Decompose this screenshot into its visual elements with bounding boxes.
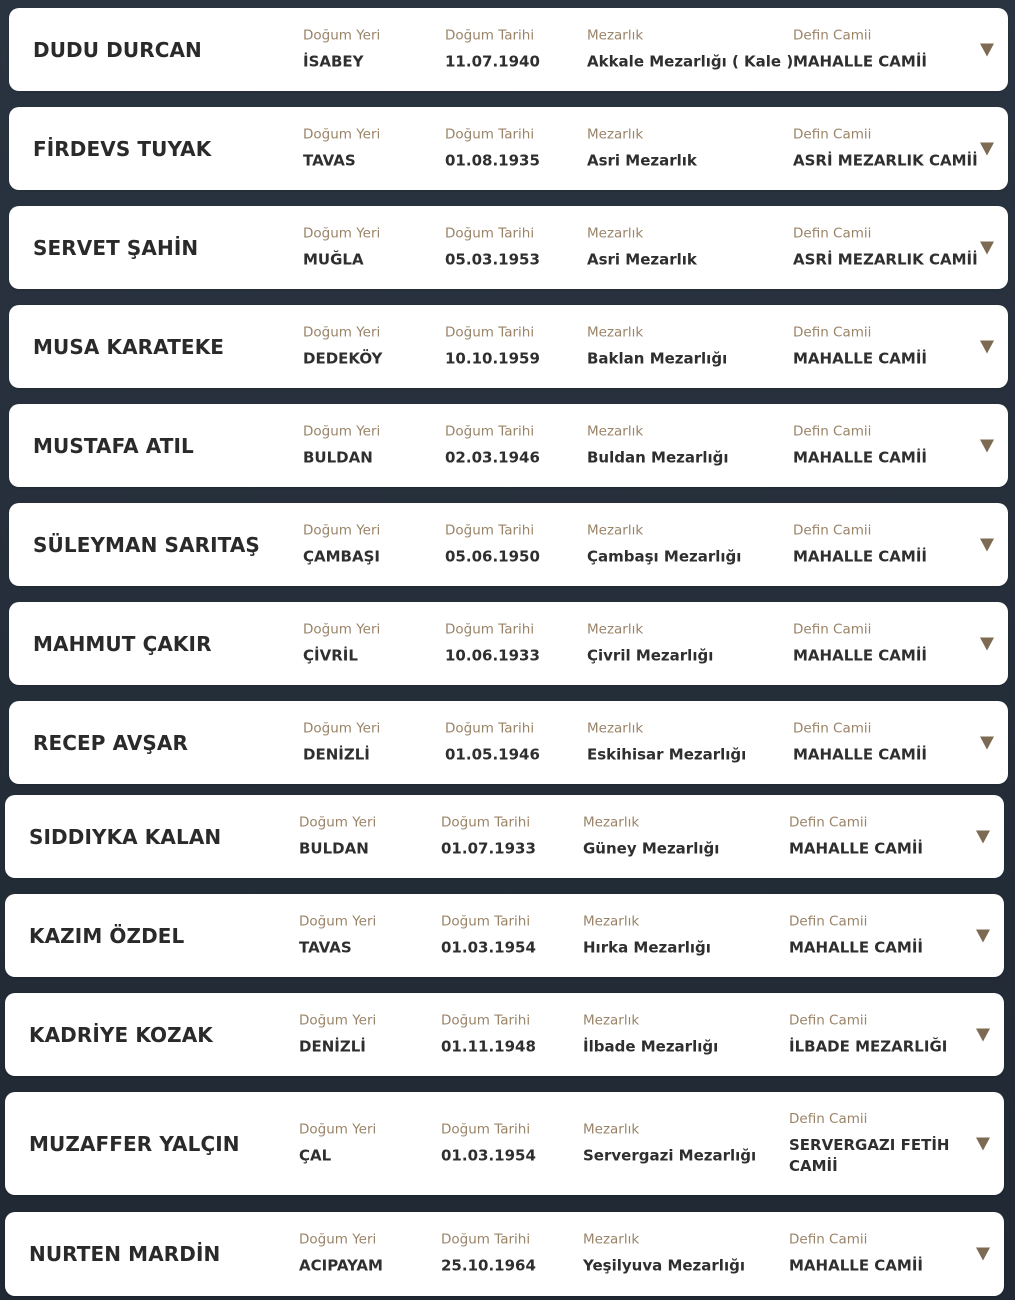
cemetery-field <box>583 814 719 859</box>
mosque-field <box>793 621 978 666</box>
birthdate-label: Doğum Tarihi <box>441 1121 531 1137</box>
expand-caret-icon[interactable] <box>976 1137 990 1150</box>
birthplace-value: TAVAS <box>303 151 356 169</box>
birthplace-value: İSABEY <box>303 52 364 70</box>
birthplace-field <box>303 225 380 270</box>
record-name: MUZAFFER YALÇIN <box>29 1131 240 1156</box>
birthdate-value: 01.03.1954 <box>441 938 536 956</box>
mosque-field <box>793 225 978 270</box>
birthdate-value: 01.07.1933 <box>441 839 536 857</box>
record-name: MUSA KARATEKE <box>33 334 225 359</box>
cemetery-label: Mezarlık <box>583 1012 640 1028</box>
mosque-field <box>793 522 978 567</box>
expand-caret-icon[interactable] <box>980 736 994 749</box>
cemetery-label: Mezarlık <box>583 913 640 929</box>
record-name: SÜLEYMAN SARITAŞ <box>33 532 260 557</box>
mosque-field <box>793 27 978 72</box>
mosque-value: MAHALLE CAMİİ <box>793 745 927 763</box>
mosque-label: Defin Camii <box>789 1110 868 1127</box>
record-name: FİRDEVS TUYAK <box>33 136 212 161</box>
birthdate-field <box>441 1121 536 1166</box>
birthplace-field <box>299 814 376 859</box>
mosque-field <box>789 1111 974 1177</box>
birthdate-label: Doğum Tarihi <box>445 621 535 637</box>
cemetery-value: Hırka Mezarlığı <box>583 938 711 956</box>
birthdate-value: 01.08.1935 <box>445 151 540 169</box>
mosque-label: Defin Camii <box>793 522 872 538</box>
birthplace-label: Doğum Yeri <box>303 126 381 142</box>
cemetery-field <box>587 324 727 369</box>
cemetery-field <box>587 126 697 171</box>
expand-caret-icon[interactable] <box>976 1248 990 1261</box>
birthplace-label: Doğum Yeri <box>303 522 381 538</box>
birthplace-label: Doğum Yeri <box>299 1012 377 1028</box>
cemetery-value: Akkale Mezarlığı ( Kale ) <box>587 52 794 70</box>
mosque-value: MAHALLE CAMİİ <box>793 349 927 367</box>
birthplace-field <box>303 522 380 567</box>
record-card[interactable] <box>9 404 1008 487</box>
mosque-value: MAHALLE CAMİİ <box>789 1256 923 1275</box>
birthdate-value: 25.10.1964 <box>441 1256 536 1275</box>
cemetery-value: Buldan Mezarlığı <box>587 448 729 466</box>
birthplace-value: ÇAMBAŞI <box>303 547 380 565</box>
mosque-label: Defin Camii <box>789 1012 868 1028</box>
birthplace-value: BULDAN <box>299 839 369 857</box>
birthplace-field <box>299 1232 383 1277</box>
birthplace-field <box>303 621 380 666</box>
expand-caret-icon[interactable] <box>976 1028 990 1041</box>
mosque-field <box>793 423 978 468</box>
birthplace-field <box>299 1121 376 1166</box>
birthdate-label: Doğum Tarihi <box>445 522 535 538</box>
cemetery-field <box>583 1232 745 1277</box>
birthplace-field <box>303 324 382 369</box>
birthplace-label: Doğum Yeri <box>303 225 381 241</box>
expand-caret-icon[interactable] <box>976 929 990 942</box>
birthplace-value: MUĞLA <box>303 250 364 268</box>
cemetery-label: Mezarlık <box>587 522 644 538</box>
birthdate-value: 05.03.1953 <box>445 250 540 268</box>
record-card[interactable] <box>5 795 1004 878</box>
birthdate-field <box>445 423 540 468</box>
cemetery-field <box>583 1121 756 1166</box>
birthplace-label: Doğum Yeri <box>299 1121 377 1137</box>
birthplace-value: BULDAN <box>303 448 373 466</box>
cemetery-field <box>583 1012 718 1057</box>
birthplace-value: DENİZLİ <box>303 745 370 763</box>
mosque-field <box>789 913 974 958</box>
birthplace-value: DEDEKÖY <box>303 349 383 367</box>
record-name: KAZIM ÖZDEL <box>29 923 185 948</box>
mosque-label: Defin Camii <box>793 621 872 637</box>
mosque-field <box>793 720 978 765</box>
mosque-label: Defin Camii <box>789 913 868 929</box>
birthplace-label: Doğum Yeri <box>299 1231 377 1248</box>
cemetery-field <box>587 522 741 567</box>
birthdate-label: Doğum Tarihi <box>445 225 535 241</box>
birthdate-value: 01.11.1948 <box>441 1037 536 1055</box>
mosque-field <box>793 126 978 171</box>
cemetery-value: Asri Mezarlık <box>587 151 697 169</box>
birthdate-field <box>445 27 540 72</box>
cemetery-label: Mezarlık <box>587 27 644 43</box>
cemetery-value: Servergazi Mezarlığı <box>583 1146 757 1164</box>
mosque-value: SERVERGAZI FETİH CAMİİ <box>789 1135 950 1175</box>
cemetery-label: Mezarlık <box>583 1231 640 1248</box>
cemetery-field <box>587 720 746 765</box>
mosque-label: Defin Camii <box>793 27 872 43</box>
birthdate-field <box>441 814 536 859</box>
mosque-value: MAHALLE CAMİİ <box>789 839 923 857</box>
record-card[interactable] <box>9 8 1008 91</box>
birthplace-label: Doğum Yeri <box>303 27 381 43</box>
birthplace-value: DENİZLİ <box>299 1037 366 1055</box>
record-name: RECEP AVŞAR <box>33 730 189 755</box>
birthplace-label: Doğum Yeri <box>303 423 381 439</box>
expand-caret-icon[interactable] <box>980 439 994 452</box>
mosque-label: Defin Camii <box>793 720 872 736</box>
mosque-field <box>789 1232 974 1277</box>
cemetery-field <box>587 423 729 468</box>
mosque-field <box>793 324 978 369</box>
cemetery-label: Mezarlık <box>587 423 644 439</box>
cemetery-value: Çivril Mezarlığı <box>587 646 714 664</box>
birthdate-field <box>441 913 536 958</box>
cemetery-label: Mezarlık <box>583 814 640 830</box>
birthdate-label: Doğum Tarihi <box>441 913 531 929</box>
mosque-label: Defin Camii <box>789 1231 868 1248</box>
birthdate-field <box>441 1232 536 1277</box>
mosque-value: MAHALLE CAMİİ <box>793 448 927 466</box>
birthplace-field <box>303 423 380 468</box>
expand-caret-icon[interactable] <box>980 241 994 254</box>
birthplace-label: Doğum Yeri <box>303 720 381 736</box>
cemetery-value: Yeşilyuva Mezarlığı <box>583 1256 745 1275</box>
record-name: NURTEN MARDİN <box>29 1242 221 1266</box>
birthdate-field <box>445 621 540 666</box>
birthdate-label: Doğum Tarihi <box>441 1012 531 1028</box>
cemetery-value: Güney Mezarlığı <box>583 839 720 857</box>
birthplace-field <box>303 126 380 171</box>
birthplace-label: Doğum Yeri <box>303 621 381 637</box>
birthdate-label: Doğum Tarihi <box>445 27 535 43</box>
cemetery-label: Mezarlık <box>587 225 644 241</box>
mosque-label: Defin Camii <box>793 324 872 340</box>
cemetery-label: Mezarlık <box>587 720 644 736</box>
mosque-label: Defin Camii <box>793 225 872 241</box>
cemetery-field <box>587 225 697 270</box>
birthdate-label: Doğum Tarihi <box>445 324 535 340</box>
mosque-label: Defin Camii <box>789 814 868 830</box>
cemetery-value: Baklan Mezarlığı <box>587 349 728 367</box>
birthdate-value: 10.10.1959 <box>445 349 540 367</box>
cemetery-value: İlbade Mezarlığı <box>583 1037 719 1055</box>
birthplace-value: ÇAL <box>299 1146 332 1164</box>
birthdate-field <box>441 1012 536 1057</box>
birthdate-label: Doğum Tarihi <box>445 720 535 736</box>
mosque-value: MAHALLE CAMİİ <box>793 646 927 664</box>
birthdate-field <box>445 324 540 369</box>
birthplace-field <box>299 1012 376 1057</box>
record-name: DUDU DURCAN <box>33 37 202 62</box>
birthdate-value: 11.07.1940 <box>445 52 540 70</box>
birthdate-value: 10.06.1933 <box>445 646 540 664</box>
birthdate-value: 01.03.1954 <box>441 1146 536 1164</box>
record-card[interactable] <box>5 993 1004 1076</box>
birthplace-value: ÇİVRİL <box>303 646 358 664</box>
birthdate-label: Doğum Tarihi <box>441 1231 531 1248</box>
mosque-field <box>789 1012 974 1057</box>
mosque-value: MAHALLE CAMİİ <box>793 547 927 565</box>
birthdate-field <box>445 225 540 270</box>
birthplace-label: Doğum Yeri <box>303 324 381 340</box>
birthdate-field <box>445 126 540 171</box>
mosque-value: ASRİ MEZARLIK CAMİİ <box>793 151 978 169</box>
cemetery-value: Asri Mezarlık <box>587 250 697 268</box>
cemetery-label: Mezarlık <box>587 126 644 142</box>
birthdate-label: Doğum Tarihi <box>445 423 535 439</box>
record-name: KADRİYE KOZAK <box>29 1022 213 1047</box>
birthdate-label: Doğum Tarihi <box>441 814 531 830</box>
record-card[interactable] <box>9 305 1008 388</box>
birthdate-field <box>445 720 540 765</box>
cemetery-field <box>587 621 713 666</box>
expand-caret-icon[interactable] <box>980 637 994 650</box>
expand-caret-icon[interactable] <box>980 142 994 155</box>
cemetery-field <box>583 913 711 958</box>
record-card[interactable] <box>9 503 1008 586</box>
birthplace-field <box>303 27 380 72</box>
record-name: MAHMUT ÇAKIR <box>33 631 212 656</box>
cemetery-field <box>587 27 793 72</box>
record-card[interactable] <box>5 894 1004 977</box>
birthdate-value: 02.03.1946 <box>445 448 540 466</box>
mosque-field <box>789 814 974 859</box>
record-name: SERVET ŞAHİN <box>33 235 199 260</box>
record-card[interactable] <box>9 602 1008 685</box>
cemetery-label: Mezarlık <box>587 621 644 637</box>
birthdate-value: 01.05.1946 <box>445 745 540 763</box>
birthdate-value: 05.06.1950 <box>445 547 540 565</box>
expand-caret-icon[interactable] <box>980 340 994 353</box>
cemetery-value: Çambaşı Mezarlığı <box>587 547 742 565</box>
mosque-label: Defin Camii <box>793 126 872 142</box>
birthplace-label: Doğum Yeri <box>299 814 377 830</box>
record-card[interactable] <box>5 1092 1004 1195</box>
record-name: MUSTAFA ATIL <box>33 433 194 458</box>
mosque-value: MAHALLE CAMİİ <box>793 52 927 70</box>
expand-caret-icon[interactable] <box>976 830 990 843</box>
birthdate-field <box>445 522 540 567</box>
mosque-value: ASRİ MEZARLIK CAMİİ <box>793 250 978 268</box>
birthdate-label: Doğum Tarihi <box>445 126 535 142</box>
birthplace-field <box>299 913 376 958</box>
record-card[interactable] <box>9 701 1008 784</box>
cemetery-label: Mezarlık <box>583 1121 640 1137</box>
birthplace-value: TAVAS <box>299 938 352 956</box>
birthplace-field <box>303 720 380 765</box>
record-card[interactable] <box>9 107 1008 190</box>
expand-caret-icon[interactable] <box>980 538 994 551</box>
expand-caret-icon[interactable] <box>980 43 994 56</box>
mosque-value: MAHALLE CAMİİ <box>789 938 923 956</box>
birthplace-label: Doğum Yeri <box>299 913 377 929</box>
mosque-label: Defin Camii <box>793 423 872 439</box>
mosque-value: İLBADE MEZARLIĞI <box>789 1037 948 1055</box>
cemetery-value: Eskihisar Mezarlığı <box>587 745 747 763</box>
record-name: SIDDIYKA KALAN <box>29 824 222 849</box>
cemetery-label: Mezarlık <box>587 324 644 340</box>
birthplace-value: ACIPAYAM <box>299 1256 383 1275</box>
record-card[interactable] <box>5 1212 1004 1296</box>
record-card[interactable] <box>9 206 1008 289</box>
